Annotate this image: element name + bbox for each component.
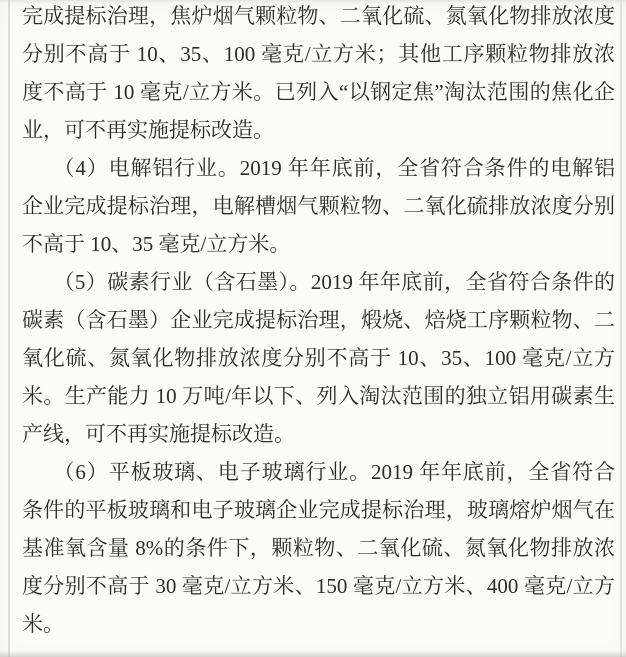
paragraph-item-5-carbon-graphite: （5）碳素行业（含石墨）。2019 年年底前，全省符合条件的碳素（含石墨）企业完成提标治理，煅烧、焙烧工序颗粒物、二氧化硫、氮氧化物排放浓度分别不高于 10、35、100 毫克/立方米。生产能力 10 万吨/年以下、列入淘汰范围的独立铝用碳素生产线，可不再实施提标改造。 <box>22 270 615 446</box>
scan-smudge-bottom <box>0 651 626 657</box>
paragraph-item-4-electrolytic-aluminum: （4）电解铝行业。2019 年年底前，全省符合条件的电解铝企业完成提标治理，电解槽烟气颗粒物、二氧化硫排放浓度分别不高于 10、35 毫克/立方米。 <box>22 156 615 256</box>
paragraph-item-6-flat-and-electronic-glass: （6）平板玻璃、电子玻璃行业。2019 年年底前，全省符合条件的平板玻璃和电子玻璃企业完成提标治理，玻璃熔炉烟气在基准氧含量 8%的条件下，颗粒物、二氧化硫、氮氧化物排放浓度分别不高于 30 毫克/立方米、150 毫克/立方米、400 毫克/立方米。 <box>22 460 615 636</box>
paragraph-coking-industry-continuation: 完成提标治理，焦炉烟气颗粒物、二氧化硫、氮氧化物排放浓度分别不高于 10、35、100 毫克/立方米；其他工序颗粒物排放浓度不高于 10 毫克/立方米。已列入“以钢定焦”淘汰范围的焦化企业，可不再实施提标改造。 <box>22 4 615 142</box>
